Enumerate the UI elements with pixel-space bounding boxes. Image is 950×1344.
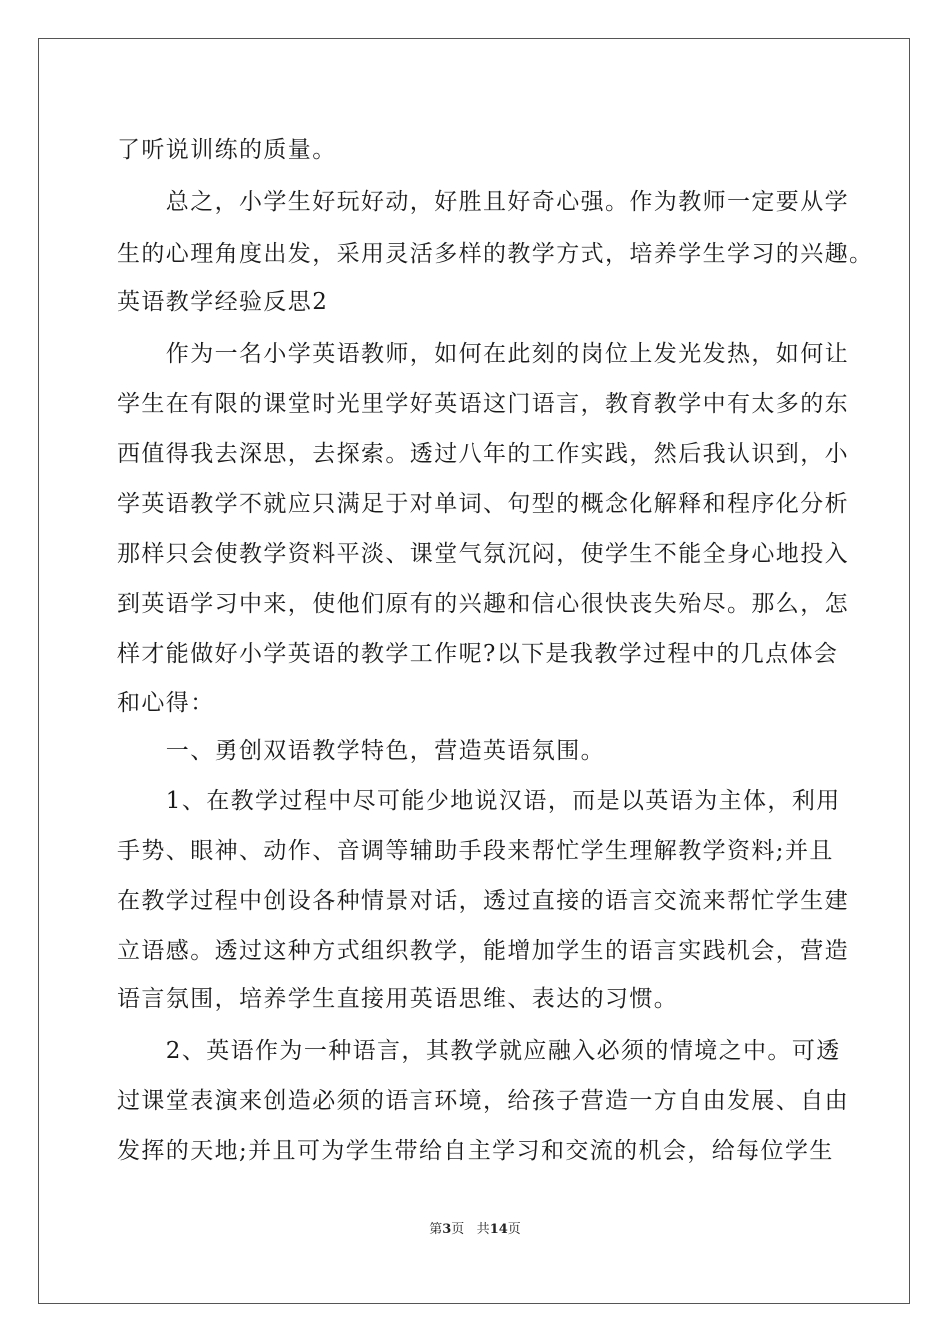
section-heading: 英语教学经验反思2 bbox=[117, 289, 329, 315]
total-suffix: 页 bbox=[507, 1222, 521, 1237]
text-line: 学生在有限的课堂时光里学好英语这门语言，教育教学中有太多的东 bbox=[117, 391, 849, 417]
page-suffix: 页 bbox=[451, 1222, 465, 1237]
text-line: 了听说训练的质量。 bbox=[117, 137, 337, 163]
text-line: 西值得我去深思，去探索。透过八年的工作实践，然后我认识到，小 bbox=[117, 441, 849, 467]
text-line: 样才能做好小学英语的教学工作呢?以下是我教学过程中的几点体会 bbox=[117, 641, 839, 667]
text-line: 到英语学习中来，使他们原有的兴趣和信心很快丧失殆尽。那么，怎 bbox=[117, 591, 849, 617]
total-prefix: 共 bbox=[476, 1222, 490, 1237]
page-prefix: 第 bbox=[429, 1222, 443, 1237]
text-line: 生的心理角度出发，采用灵活多样的教学方式，培养学生学习的兴趣。 bbox=[117, 241, 874, 267]
text-line: 发挥的天地;并且可为学生带给自主学习和交流的机会，给每位学生 bbox=[117, 1138, 834, 1164]
page-number: 3 bbox=[442, 1222, 452, 1237]
text-line: 手势、眼神、动作、音调等辅助手段来帮忙学生理解教学资料;并且 bbox=[117, 838, 834, 864]
text-line: 作为一名小学英语教师，如何在此刻的岗位上发光发热，如何让 bbox=[117, 341, 849, 367]
page-footer bbox=[0, 1218, 950, 1237]
subheading: 一、勇创双语教学特色，营造英语氛围。 bbox=[117, 738, 605, 764]
text-line: 立语感。透过这种方式组织教学，能增加学生的语言实践机会，营造 bbox=[117, 938, 849, 964]
text-line: 和心得： bbox=[117, 690, 215, 716]
text-line: 1、在教学过程中尽可能少地说汉语，而是以英语为主体，利用 bbox=[117, 788, 841, 814]
text-line: 总之，小学生好玩好动，好胜且好奇心强。作为教师一定要从学 bbox=[117, 189, 849, 215]
text-line: 那样只会使教学资料平淡、课堂气氛沉闷，使学生不能全身心地投入 bbox=[117, 541, 849, 567]
text-line: 学英语教学不就应只满足于对单词、句型的概念化解释和程序化分析 bbox=[117, 491, 849, 517]
total-pages: 14 bbox=[489, 1222, 508, 1237]
text-line: 在教学过程中创设各种情景对话，透过直接的语言交流来帮忙学生建 bbox=[117, 888, 849, 914]
text-line: 过课堂表演来创造必须的语言环境，给孩子营造一方自由发展、自由 bbox=[117, 1088, 849, 1114]
text-line: 2、英语作为一种语言，其教学就应融入必须的情境之中。可透 bbox=[117, 1038, 841, 1064]
text-line: 语言氛围，培养学生直接用英语思维、表达的习惯。 bbox=[117, 986, 679, 1012]
